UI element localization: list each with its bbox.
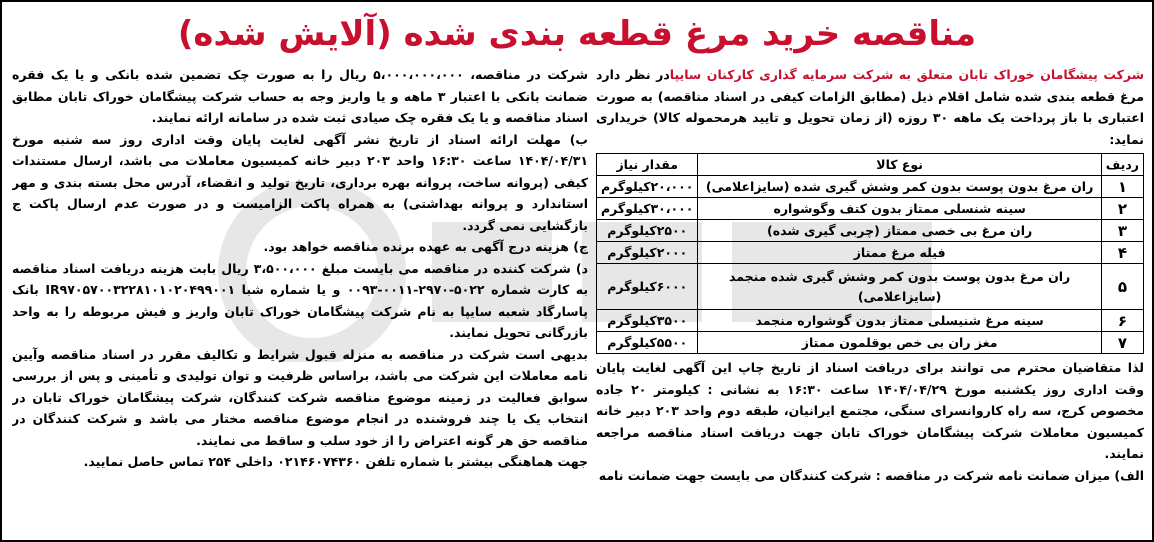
row-item: ران مرغ بی خصی ممتاز (چربی گیری شده) bbox=[698, 220, 1101, 242]
row-qty: ۳۰،۰۰۰کیلوگرم bbox=[597, 198, 698, 220]
company-name: شرکت پیشگامان خوراک تابان متعلق به شرکت سرمایه گذاری کارکنان سایپا bbox=[669, 67, 1144, 82]
table-row bbox=[597, 264, 1144, 310]
row-qty: ۶۰۰۰کیلوگرم bbox=[597, 264, 698, 310]
table-row bbox=[597, 310, 1144, 332]
guarantee-paragraph-start: الف) میزان ضمانت نامه شرکت در مناقصه : شرکت کنندگان می بایست جهت ضمانت نامه bbox=[598, 467, 1144, 483]
header-qty: مقدار نیاز bbox=[597, 154, 698, 176]
guarantee-paragraph: شرکت در مناقصه، ۵،۰۰۰،۰۰۰،۰۰۰ ریال را به صورت چک تضمین شده بانکی و یا یک فقره ضمانت بانکی با اعتبار ۳ ماهه و یا واریز وجه به حساب شرکت پیشگامان خوراک تابان مطابق اسناد مناقصه و یا یک فقره چک صیادی ثبت شده در سامانه ارائه نمایند. bbox=[12, 67, 588, 125]
ad-cost-paragraph: ج) هزینه درج آگهی به عهده برنده مناقصه خواهد بود. bbox=[263, 239, 588, 254]
row-number: ۶ bbox=[1101, 310, 1143, 332]
table-header-row bbox=[597, 154, 1144, 176]
row-number: ۳ bbox=[1101, 220, 1143, 242]
row-item: ران مرغ بدون پوست بدون کمر وشش گیری شده (سایزاعلامی) bbox=[698, 176, 1101, 198]
row-number: ۷ bbox=[1101, 332, 1143, 354]
row-number: ۴ bbox=[1101, 242, 1143, 264]
document-collection-paragraph: لذا متقاضیان محترم می توانند برای دریافت اسناد از تاریخ چاپ این آگهی لغایت پایان وقت اداری روز یکشنبه مورخ ۱۴۰۴/۰۴/۲۹ ساعت ۱۶:۳۰ به نشانی : کیلومتر ۲۰ جاده مخصوص کرج، سه راه کاروانسرای سنگی، مجتمع ایرانیان، طبقه دوم واحد ۲۰۳ دبیر خانه کمیسیون معاملات شرکت پیشگامان خوراک تابان جهت دریافت اسناد مناقصه مراجعه نمایند. bbox=[596, 360, 1144, 461]
table-row bbox=[597, 198, 1144, 220]
row-qty: ۲۰۰۰کیلوگرم bbox=[597, 242, 698, 264]
row-item: فیله مرغ ممتاز bbox=[698, 242, 1101, 264]
left-column bbox=[12, 64, 588, 536]
row-item: سینه مرغ شنیسلی ممتاز بدون گوشواره منجمد bbox=[698, 310, 1101, 332]
row-number: ۵ bbox=[1101, 264, 1143, 310]
row-item: سینه شنسلی ممتاز بدون کتف وگوشواره bbox=[698, 198, 1101, 220]
row-qty: ۵۵۰۰کیلوگرم bbox=[597, 332, 698, 354]
intro-paragraph bbox=[596, 64, 1144, 150]
row-item: مغز ران بی خص بوقلمون ممتاز bbox=[698, 332, 1101, 354]
terms-paragraph: بدیهی است شرکت در مناقصه به منزله قبول شرایط و تکالیف مقرر در اسناد مناقصه وآیین نامه معاملات این شرکت می باشد، براساس ظرفیت و توان تولیدی و تأمینی و پس از بررسی سوابق فعالیت در زمینه موضوع مناقصه شرکت کنندگان، شرکت پیشگامان خوراک تابان در انتخاب یک یا چند فروشنده در انجام موضوع مناقصه مختار می باشد و شرکت کنندگان در مناقصه حق هر گونه اعتراض را از خود سلب و ساقط می نمایند. bbox=[12, 346, 588, 448]
row-qty: ۲۰،۰۰۰کیلوگرم bbox=[597, 176, 698, 198]
table-row bbox=[597, 176, 1144, 198]
items-table bbox=[596, 153, 1144, 354]
table-row bbox=[597, 332, 1144, 354]
deadline-paragraph: ب) مهلت ارائه اسناد از تاریخ نشر آگهی لغایت پایان وقت اداری روز سه شنبه مورخ ۱۴۰۴/۰۴/۳۱ ساعت ۱۶:۳۰ واحد ۲۰۳ دبیر خانه کمیسیون معاملات می باشد، ارسال مستندات کیفی (پروانه ساخت، پروانه بهره برداری، تاریخ تولید و انقضاء، آدرس محل بسته بندی و مهر استاندارد و پروانه بهداشتی) به همراه پاکت الزامیست و در صورت عدم ارسال پاکت ج بازگشایی نمی گردد. bbox=[12, 131, 588, 233]
header-row-number: ردیف bbox=[1101, 154, 1143, 176]
row-number: ۲ bbox=[1101, 198, 1143, 220]
header-item: نوع کالا bbox=[698, 154, 1101, 176]
header bbox=[6, 6, 1148, 62]
fee-paragraph: د) شرکت کننده در مناقصه می بایست مبلغ ۳،۵۰۰،۰۰۰ ریال بابت هزینه دریافت اسناد مناقصه به کارت شماره ۵۰۲۲-۲۹۷۰-۰۰۱۱-۰۰۹۳ و یا شماره شبا IR۹۷۰۵۷۰۰۳۲۲۸۱۰۱۰۲۰۴۹۹۰۰۱ بانک پاسارگاد شعبه سایپا به نام شرکت پیشگامان خوراک تابان واریز و فیش مربوطه را به واحد بازرگانی تحویل نمایند. bbox=[12, 260, 588, 340]
notice-title: مناقصه خرید مرغ قطعه بندی شده (آلایش شده) bbox=[177, 14, 977, 54]
row-number: ۱ bbox=[1101, 176, 1143, 198]
row-item: ران مرغ بدون پوست بدون کمر وشش گیری شده منجمد (سایزاعلامی) bbox=[698, 264, 1101, 310]
right-column bbox=[596, 64, 1144, 536]
contact-paragraph: جهت هماهنگی بیشتر با شماره تلفن ۰۲۱۴۶۰۷۴۳۶۰ داخلی ۲۵۴ تماس حاصل نمایید. bbox=[83, 454, 588, 469]
table-row bbox=[597, 242, 1144, 264]
row-qty: ۲۵۰۰کیلوگرم bbox=[597, 220, 698, 242]
intro-text: در نظر دارد مرغ قطعه بندی شده شامل اقلام ذیل (مطابق الزامات کیفی در اسناد مناقصه) به صورت اعتباری با باز پرداخت یک ماهه ۳۰ روزه (از زمان تحویل و تایید هرمحموله کالا) خریداری نماید: bbox=[596, 67, 1144, 147]
table-row bbox=[597, 220, 1144, 242]
row-qty: ۳۵۰۰کیلوگرم bbox=[597, 310, 698, 332]
